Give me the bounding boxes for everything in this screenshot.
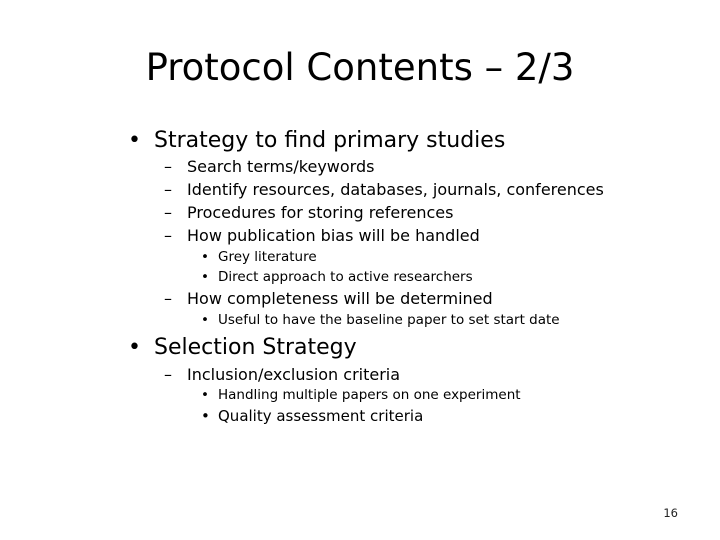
sub-list-item: Grey literature (218, 249, 317, 265)
sub-bullet-marker: • (201, 407, 210, 425)
slide-title: Protocol Contents – 2/3 (145, 46, 575, 89)
section-heading: Strategy to find primary studies (154, 128, 506, 153)
dash-marker: – (164, 180, 172, 199)
list-item: How publication bias will be handled (187, 226, 480, 245)
dash-marker: – (164, 226, 172, 245)
dash-marker: – (164, 365, 172, 384)
list-item: Inclusion/exclusion criteria (187, 365, 401, 384)
sub-bullet-marker: • (201, 269, 209, 285)
sub-bullet-marker: • (201, 312, 209, 328)
section-heading: Selection Strategy (154, 335, 357, 360)
list-item: Procedures for storing references (187, 203, 454, 222)
dash-marker: – (164, 203, 172, 222)
dash-marker: – (164, 157, 172, 176)
dash-marker: – (164, 289, 172, 308)
sub-list-item: Handling multiple papers on one experiment (218, 387, 521, 403)
list-item: Search terms/keywords (187, 157, 375, 176)
sub-list-item: Quality assessment criteria (218, 407, 424, 425)
page-number: 16 (663, 506, 678, 520)
sub-bullet-marker: • (201, 249, 209, 265)
list-item: Identify resources, databases, journals, conferences (187, 180, 604, 199)
bullet-marker: • (128, 128, 141, 153)
sub-list-item: Direct approach to active researchers (218, 269, 473, 285)
sub-list-item: Useful to have the baseline paper to set start date (218, 312, 560, 328)
bullet-marker: • (128, 335, 141, 360)
sub-bullet-marker: • (201, 387, 209, 403)
list-item: How completeness will be determined (187, 289, 493, 308)
